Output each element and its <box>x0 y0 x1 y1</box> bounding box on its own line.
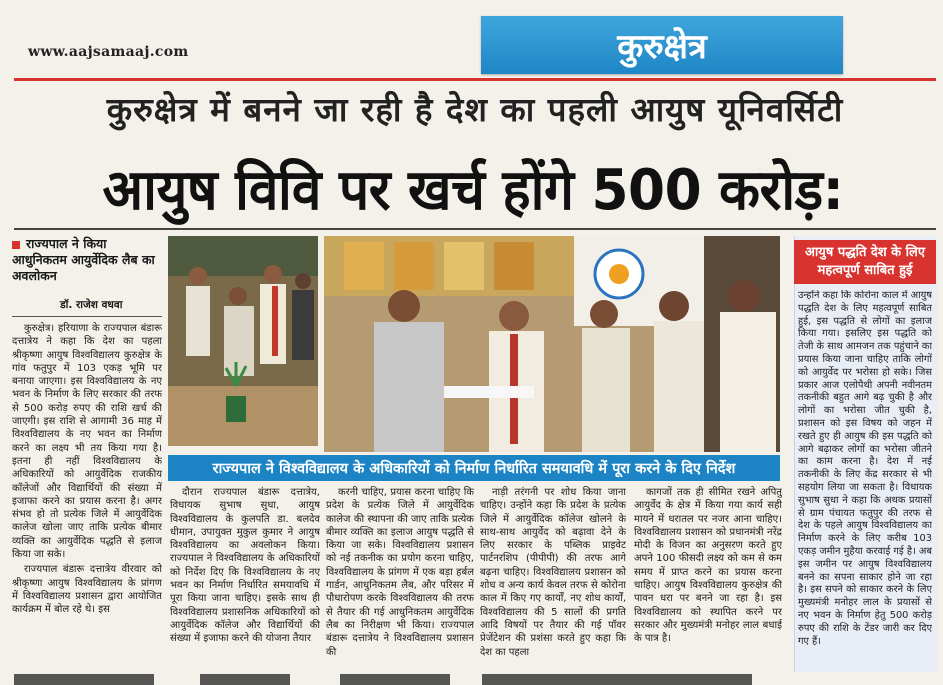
kicker-headline: कुरुक्षेत्र में बनने जा रही है देश का पहली आयुष यूनिवर्सिटी <box>106 90 844 129</box>
paragraph: कागजों तक ही सीमित रखने अपितु आयुर्वेद के क्षेत्र में किया गया कार्य सही मायने में धरातल पर नजर आना चाहिए। विश्वविद्यालय प्रशासन को प्रधानमंत्री नरेंद्र मोदी के विजन का अनुसरण करते हुए अपने 100 फीसदी लक्ष्य को कम से कम समय में प्राप्त करने का प्रयास करना चाहिए। आयुष विश्वविद्यालय कुरुक्षेत्र की पावन धरा पर बनने जा रहा है। इस विश्वविद्यालय को स्थापित करने पर सरकार और मुख्यमंत्री मनोहर लाल बधाई के पात्र है। <box>634 487 782 645</box>
paragraph: कुरुक्षेत्र। हरियाणा के राज्यपाल बंडारू दत्तात्रेय ने कहा कि देश का पहला श्रीकृष्णा आयुष विश्वविद्यालय कुरुक्षेत्र के गांव फतुपुर में 103 एकड़ भूमि पर बनाया जाएगा। इस विश्वविद्यालय के नए भवन के निर्माण के लिए सरकार की तरफ से 500 करोड़ रुपए की राशि खर्च की जाएगी। इस राशि से आगामी 36 माह में विश्वविद्यालय के नए भवन का निर्माण करने का लक्ष्य भी तय किया गया है। इतना ही नहीं विश्वविद्यालय के अधिकारियों को आयुर्वेदिक राजकीय कॉलेजों और विद्यार्थियों की संख्या में इजाफा करने का प्रयास करना है। अगर संभव हो तो प्रत्येक जिले में आयुर्वेदिक कालेज खोला जाए ताकि प्रत्येक बीमार व्यक्ति का आयुर्वेदिक पद्धति से इलाज किया जा सके। <box>12 323 162 561</box>
article-column-1 <box>12 322 162 668</box>
site-url[interactable]: www.aajsamaaj.com <box>28 44 189 60</box>
main-headline: आयुष विवि पर खर्च होंगे 500 करोड़: <box>102 158 844 223</box>
section-tag: कुरुक्षेत्र <box>481 16 843 74</box>
photo-illustration <box>168 236 318 446</box>
photo-presentation <box>324 236 780 452</box>
sidebox-text: उन्होंने कहा कि कोरोना काल में आयुष पद्धति देश के लिए महत्वपूर्ण साबित हुई, इस पद्धति से लोगों का इलाज किया गया। इसलिए इस पद्धति को तेजी के साथ आमजन तक पहुंचाने का प्रयास किया जाना चाहिए ताकि लोगों को आयुर्वेद पर भरोसा हो सके। जिस प्रकार आज एलोपैथी अपनी नवीनतम तकनीकी बहुत आगे बढ़ चुकी है और लोगों का भरोसा जीत चुकी है, प्रशासन को इस विषय को जहन में रखते हुए ही आयुष की इस पद्धति को आगे बढ़ाकर लोगों का भरोसा जीतने का काम करना है। देश में नई तकनीकी के लिए केंद्र सरकार से भी सहयोग लिया जा सकता है। विधायक सुभाष सुधा ने कहा कि अथक प्रयासों से ग्राम पंचायत फतुपुर की तरफ से देश के पहले आयुष विश्वविद्यालय का निर्माण करने के लिए करीब 103 एकड़ जमीन मुहैया करवाई गई है। अब इस जमीन पर आयुष विश्वविद्यालय बनने का सपना साकार होने जा रहा है। इस सपने को साकार करने के लिए मुख्यमंत्री मनोहर लाल के प्रयासों से नए भवन के निर्माण हेतु 500 करोड़ रुपए की राशि के टेंडर जारी कर दिए गए हैं। <box>798 290 932 647</box>
divider <box>14 228 936 230</box>
byline: डॉ. राजेश वधवा <box>60 299 123 311</box>
paragraph: करनी चाहिए, प्रयास करना चाहिए कि प्रदेश के प्रत्येक जिले में आयुर्वेदिक कालेज की स्थापना की जाए ताकि प्रत्येक बीमार व्यक्ति का इलाज आयुष पद्धति से किया जा सके। विश्वविद्यालय प्रशासन को नई तकनीक का प्रयोग करना चाहिए, विश्वविद्यालय के प्रांगण में एक बड़ा हर्बल गार्डन, आधुनिकतम लैब, और परिसर में पौधारोपण करके विश्वविद्यालय की तरफ से तैयार की गई आधुनिकतम आयुर्वेदिक लैब का निरीक्षण भी किया। राज्यपाल बंडारू दत्तात्रेय ने विश्वविद्यालय प्रशासन की <box>326 487 474 658</box>
sub-headline-text: राज्यपाल ने किया आधुनिकतम आयुर्वेदिक लैब का अवलोकन <box>12 236 155 283</box>
photo-planting <box>168 236 318 446</box>
sidebox-title: आयुष पद्धति देश के लिए महत्वपूर्ण साबित हुई <box>794 240 936 284</box>
next-article-cutoff <box>0 672 943 685</box>
photo-caption: राज्यपाल ने विश्वविद्यालय के अधिकारियों को निर्माण निर्धारित समयावधि में पूरा करने के दिए निर्देश <box>168 455 780 481</box>
divider <box>14 78 936 81</box>
photo-illustration <box>324 236 780 452</box>
article-column-2 <box>170 486 320 672</box>
paragraph: दौरान राज्यपाल बंडारू दत्तात्रेय, विधायक सुभाष सुधा, आयुष विश्वविद्यालय के कुलपति डा. बलदेव धीमान, उपायुक्त मुकुल कुमार ने आयुष विश्वविद्यालय का अवलोकन किया। राज्यपाल ने विश्वविद्यालय के अधिकारियों को निर्देश दिए कि विश्वविद्यालय के नए भवन का निर्माण निर्धारित समयावधि में पूरा किया जाना चाहिए। इसके साथ ही विश्वविद्यालय प्रशासनिक अधिकारियों को आयुर्वेदिक कॉलेज और विद्यार्थियों की संख्या में इजाफा करने की योजना तैयार <box>170 487 320 645</box>
article-column-5 <box>634 486 782 672</box>
bullet-square-icon <box>12 241 20 249</box>
paragraph: नाड़ी तरंगनी पर शोध किया जाना चाहिए। उन्होंने कहा कि प्रदेश के प्रत्येक जिले में आयुर्वेदिक कॉलेज खोलने के साथ-साथ आयुर्वेद को बढ़ावा देने के लिए सरकार के पब्लिक प्राइवेट पार्टनरशिप (पीपीपी) की तरफ आगे बढ़ना चाहिए। विश्वविद्यालय प्रशासन को शोध व अन्य कार्य केवल तरफ से कोरोना काल में किए गए कार्यों, नए शोध कार्यों, विश्वविद्यालय की 5 सालों की प्रगति आदि विषयों पर तैयार की गई पॉवर प्रेजेंटेशन की प्रशंसा करते हुए कहा कि देश का पहला <box>480 487 626 658</box>
paragraph: राज्यपाल बंडारू दत्तात्रेय वीरवार को श्रीकृष्णा आयुष विश्वविद्यालय के प्रांगण में विश्वविद्यालय प्रशासन द्वारा आयोजित कार्यक्रम में बोल रहे थे। इस <box>12 564 162 616</box>
article-column-3 <box>326 486 474 672</box>
article-column-4 <box>480 486 626 672</box>
divider <box>12 316 162 317</box>
sub-headline <box>12 236 162 284</box>
